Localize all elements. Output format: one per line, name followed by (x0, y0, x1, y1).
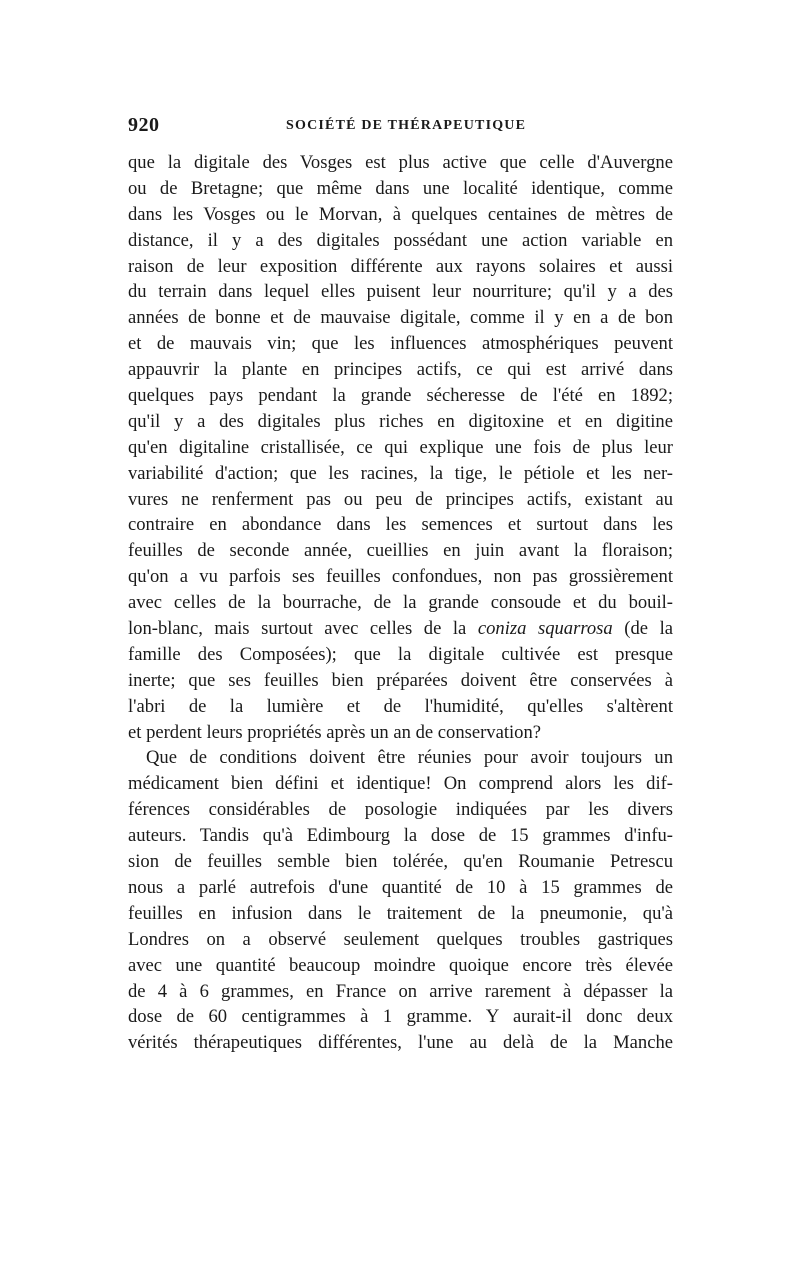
text-line: que la digitale des Vosges est plus active que celle d'Auvergne (128, 152, 673, 173)
text-line: et perdent leurs propriétés après un an de conservation? (128, 721, 542, 743)
body-text (128, 150, 673, 1056)
text-line: années de bonne et de mauvaise digitale, comme il y en a de bon (128, 307, 673, 329)
text-line-with-italic: lon-blanc, mais surtout avec celles de la coniza squarrosa (de la (128, 618, 673, 640)
text-line: dans les Vosges ou le Morvan, à quelques centaines de mètres de (128, 203, 673, 225)
text-line: de 4 à 6 grammes, en France on arrive rarement à dépasser la (128, 980, 673, 1002)
text-line: l'abri de la lumière et de l'humidité, qu'elles s'altèrent (128, 695, 673, 717)
running-title: SOCIÉTÉ DE THÉRAPEUTIQUE (286, 118, 527, 133)
text-line: du terrain dans lequel elles puisent leur nourriture; qu'il y a des (128, 281, 673, 303)
text-line: et de mauvais vin; que les influences atmosphériques peuvent (128, 333, 673, 355)
text-line: raison de leur exposition différente aux rayons solaires et aussi (128, 255, 673, 277)
text-line: feuilles en infusion dans le traitement de la pneumonie, qu'à (128, 902, 673, 924)
text-line: dose de 60 centigrammes à 1 gramme. Y aurait-il donc deux (128, 1006, 673, 1028)
text-line: famille des Composées); que la digitale cultivée est presque (128, 643, 673, 665)
text-line: auteurs. Tandis qu'à Edimbourg la dose de 15 grammes d'infu- (128, 825, 673, 847)
page-header (128, 114, 688, 144)
text-line: contraire en abondance dans les semences et surtout dans les (128, 514, 673, 536)
text-line: qu'il y a des digitales plus riches en digitoxine et en digitine (128, 410, 673, 432)
text-line: distance, il y a des digitales possédant une action variable en (128, 229, 673, 251)
page-number: 920 (128, 114, 160, 136)
text-line: variabilité d'action; que les racines, la tige, le pétiole et les ner- (128, 462, 673, 484)
text-line: avec une quantité beaucoup moindre quoique encore très élevée (128, 954, 673, 976)
text-line: ou de Bretagne; que même dans une localité identique, comme (128, 177, 673, 199)
text-line-paragraph-start: Que de conditions doivent être réunies pour avoir toujours un (146, 747, 673, 769)
text-line: nous a parlé autrefois d'une quantité de 10 à 15 grammes de (128, 876, 673, 898)
text-line: quelques pays pendant la grande sécheresse de l'été en 1892; (128, 385, 673, 407)
text-line: férences considérables de posologie indiquées par les divers (128, 799, 673, 821)
text-line: vérités thérapeutiques différentes, l'une au delà de la Manche (128, 1032, 673, 1054)
text-line: qu'en digitaline cristallisée, ce qui explique une fois de plus leur (128, 436, 673, 458)
text-line: qu'on a vu parfois ses feuilles confondues, non pas grossièrement (128, 566, 673, 588)
italic-species-name: coniza squarrosa (477, 618, 613, 640)
text-line: appauvrir la plante en principes actifs, ce qui est arrivé dans (128, 359, 673, 381)
text-line: vures ne renferment pas ou peu de principes actifs, existant au (128, 488, 673, 510)
text-line: Londres on a observé seulement quelques troubles gastriques (128, 928, 673, 950)
text-line: sion de feuilles semble bien tolérée, qu'en Roumanie Petrescu (128, 851, 673, 873)
text-line: médicament bien défini et identique! On comprend alors les dif- (128, 773, 673, 795)
text-line: feuilles de seconde année, cueillies en juin avant la floraison; (128, 540, 673, 562)
text-line: avec celles de la bourrache, de la grande consoude et du bouil- (128, 592, 673, 614)
text-line: inerte; que ses feuilles bien préparées doivent être conservées à (128, 669, 673, 691)
